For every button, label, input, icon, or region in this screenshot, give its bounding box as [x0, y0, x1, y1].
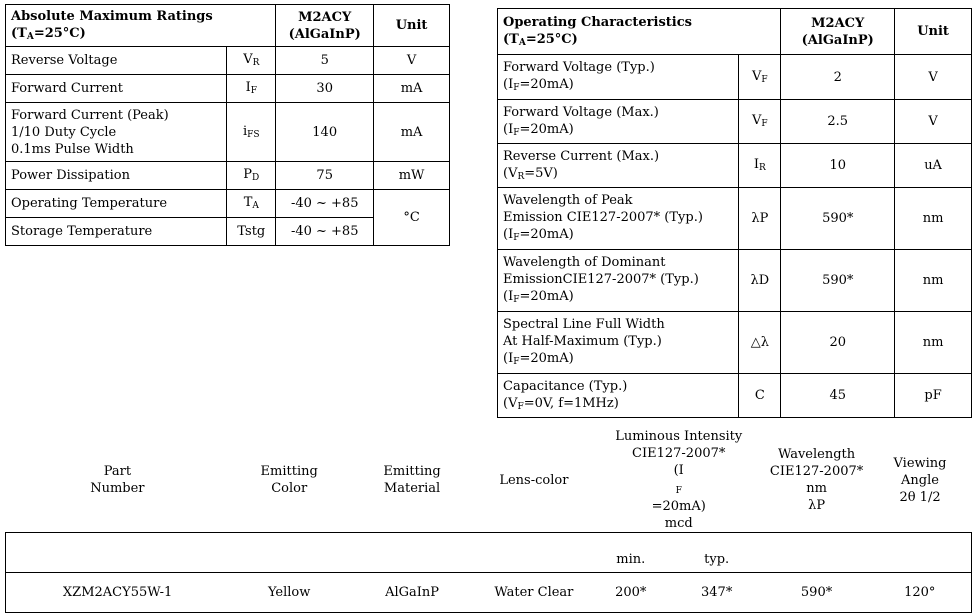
lens-color-header: Lens-color — [499, 472, 569, 488]
oc-param-condition: $(I_F=20mA)$ — [503, 351, 574, 367]
oc-param-condition: $(V_R=5V)$ — [503, 165, 558, 182]
oc-symbol-cell — [739, 250, 781, 312]
oc-param-cell — [498, 188, 739, 250]
oc-symbol: C — [754, 388, 765, 403]
amr-material: (AlGaInP) — [288, 26, 361, 42]
amr-param-line: 1/10 Duty Cycle — [11, 124, 117, 140]
oc-symbol: △λ — [750, 335, 769, 350]
oc-symbol: I — [753, 157, 760, 172]
amr-row — [6, 162, 450, 190]
absolute-max-ratings-table — [5, 4, 450, 246]
oc-symbol-cell — [739, 374, 781, 418]
oc-param-line: Forward Voltage (Max.) — [503, 104, 659, 120]
oc-unit-header: Unit — [895, 9, 972, 55]
oc-param-line: Wavelength of Peak — [503, 193, 633, 208]
oc-param-condition: $(I_F=20mA)$ — [503, 121, 574, 138]
oc-symbol: λP — [751, 211, 769, 226]
oc-model-header — [781, 9, 895, 55]
amr-symbol: V — [243, 52, 253, 67]
oc-unit-cell: nm — [895, 250, 972, 312]
part-header-row — [6, 428, 972, 533]
amr-symbol-cell — [227, 103, 276, 162]
amr-body — [6, 47, 450, 246]
emitting-material-cell: AlGaInP — [349, 573, 475, 613]
amr-symbol-cell — [227, 47, 276, 75]
emitting-material-header: Emitting Material — [383, 464, 441, 496]
amr-param-line: 0.1ms Pulse Width — [11, 141, 134, 157]
amr-value-cell: -40 ~ +85 — [276, 190, 374, 218]
amr-row — [6, 75, 450, 103]
luminous-intensity-header: Luminous Intensity CIE127-2007* (I $_F$ =20mA) mcd — [615, 429, 743, 531]
oc-param-condition: $(I_F=20mA)$ — [503, 289, 574, 305]
amr-param-line: Power Dissipation — [11, 168, 130, 183]
amr-param-cell — [6, 162, 227, 190]
amr-model: M2ACY — [298, 9, 352, 25]
oc-param-line: Forward Voltage (Typ.) — [503, 60, 655, 75]
oc-row — [498, 55, 972, 100]
oc-param-line: Wavelength of Dominant — [503, 255, 666, 270]
amr-symbol-cell — [227, 218, 276, 246]
viewing-angle-header: Viewing Angle 2θ 1/2 — [893, 455, 947, 505]
luminous-min-cell: 200* — [593, 573, 669, 613]
oc-symbol: V — [752, 68, 762, 84]
oc-symbol: λD — [750, 273, 770, 288]
min-subheader: min. — [593, 533, 669, 573]
oc-unit-cell: nm — [895, 188, 972, 250]
amr-param-cell — [6, 103, 227, 162]
amr-symbol-sub: R — [252, 58, 260, 68]
oc-row — [498, 144, 972, 188]
amr-value-cell: 140 — [276, 103, 374, 162]
oc-symbol-cell — [739, 100, 781, 144]
part-table — [5, 428, 972, 613]
amr-unit-cell: mW — [374, 162, 450, 190]
oc-param-cell — [498, 250, 739, 312]
amr-value-cell: 75 — [276, 162, 374, 190]
oc-material: (AlGaInP) — [801, 32, 874, 48]
emitting-color-header: Emitting Color — [260, 464, 318, 496]
amr-param-cell — [6, 190, 227, 218]
amr-unit-cell: mA — [374, 103, 450, 162]
oc-model: M2ACY — [811, 15, 865, 31]
amr-symbol: i — [242, 123, 248, 139]
amr-value-cell: 30 — [276, 75, 374, 103]
amr-condition: $(T_A=25^\circ C)$ — [11, 25, 86, 42]
amr-param-line: Forward Current (Peak) — [11, 107, 169, 123]
oc-param-condition: $(I_F=20mA)$ — [503, 77, 574, 93]
oc-param-line: Reverse Current (Max.) — [503, 148, 660, 164]
oc-param-cell — [498, 312, 739, 374]
oc-title: Operating Characteristics — [503, 14, 692, 30]
part-data-row — [6, 573, 972, 613]
amr-value-cell: 5 — [276, 47, 374, 75]
amr-param-line: Operating Temperature — [11, 196, 168, 211]
oc-symbol-cell — [739, 144, 781, 188]
oc-value-cell: 590* — [781, 250, 895, 312]
oc-param-cell — [498, 374, 739, 418]
oc-param-line: Capacitance (Typ.) — [503, 378, 628, 394]
amr-symbol-cell — [227, 75, 276, 103]
oc-row — [498, 312, 972, 374]
oc-symbol-sub: F — [761, 119, 768, 129]
oc-param-line: Spectral Line Full Width — [503, 317, 665, 332]
oc-param-line: EmissionCIE127-2007* (Typ.) — [503, 272, 699, 287]
amr-unit-cell: V — [374, 47, 450, 75]
amr-symbol-sub: D — [252, 173, 260, 183]
oc-value-cell: 10 — [781, 144, 895, 188]
amr-row — [6, 103, 450, 162]
amr-model-header — [276, 5, 374, 47]
part-subheader-row — [6, 533, 972, 573]
amr-unit-cell: mA — [374, 75, 450, 103]
oc-value-cell: 590* — [781, 188, 895, 250]
amr-unit-cell: °C — [374, 190, 450, 246]
wavelength-cell: 590* — [765, 573, 869, 613]
oc-value-cell: 2.5 — [781, 100, 895, 144]
oc-condition: $(T_A=25^\circ C)$ — [503, 31, 578, 48]
amr-header-row — [6, 5, 450, 47]
oc-param-condition: ($V_F=0V$, f=1MHz) — [503, 395, 619, 412]
oc-unit-cell: pF — [895, 374, 972, 418]
lens-color-cell: Water Clear — [475, 573, 593, 613]
oc-param-line: Emission CIE127-2007* (Typ.) — [503, 210, 703, 225]
amr-param-cell — [6, 75, 227, 103]
viewing-angle-cell: 120° — [869, 573, 972, 613]
oc-symbol-cell — [739, 55, 781, 100]
oc-param-cell — [498, 55, 739, 100]
oc-unit-cell: nm — [895, 312, 972, 374]
amr-unit-header: Unit — [374, 5, 450, 47]
oc-unit-cell: uA — [895, 144, 972, 188]
amr-symbol-sub: A — [252, 201, 259, 211]
amr-symbol: Tstg — [237, 224, 266, 239]
amr-symbol: I — [245, 80, 251, 95]
emitting-color-cell: Yellow — [229, 573, 349, 613]
wavelength-header: Wavelength CIE127-2007* nm λP — [769, 447, 864, 513]
amr-title: Absolute Maximum Ratings — [11, 8, 213, 24]
amr-param-line: Reverse Voltage — [11, 53, 118, 68]
oc-unit-cell: V — [895, 100, 972, 144]
amr-param-line: Storage Temperature — [11, 224, 153, 239]
amr-param-cell — [6, 47, 227, 75]
oc-row — [498, 100, 972, 144]
luminous-typ-cell: 347* — [669, 573, 765, 613]
typ-subheader: typ. — [669, 533, 765, 573]
oc-value-cell: 20 — [781, 312, 895, 374]
operating-characteristics-table — [497, 8, 972, 418]
amr-row — [6, 190, 450, 218]
oc-body — [498, 55, 972, 418]
oc-header-row — [498, 9, 972, 55]
amr-param-line: Forward Current — [11, 81, 123, 96]
amr-symbol: T — [243, 195, 253, 210]
oc-param-cell — [498, 100, 739, 144]
oc-symbol-cell — [739, 312, 781, 374]
amr-symbol-cell — [227, 162, 276, 190]
oc-symbol-sub: R — [759, 163, 766, 173]
amr-row — [6, 47, 450, 75]
amr-symbol-sub: F — [250, 86, 257, 96]
amr-symbol: P — [243, 167, 253, 182]
amr-symbol-sub: FS — [247, 129, 260, 140]
amr-param-cell — [6, 218, 227, 246]
part-number-header: Part Number — [90, 464, 145, 496]
amr-symbol-cell — [227, 190, 276, 218]
amr-title-cell — [6, 5, 276, 47]
oc-title-cell — [498, 9, 781, 55]
oc-param-cell — [498, 144, 739, 188]
part-number-cell: XZM2ACY55W-1 — [6, 573, 230, 613]
oc-symbol-cell — [739, 188, 781, 250]
oc-symbol-sub: F — [761, 74, 768, 85]
oc-param-condition: $(I_F=20mA)$ — [503, 227, 574, 243]
oc-value-cell: 2 — [781, 55, 895, 100]
oc-row — [498, 250, 972, 312]
amr-value-cell: -40 ~ +85 — [276, 218, 374, 246]
oc-unit-cell: V — [895, 55, 972, 100]
oc-row — [498, 374, 972, 418]
oc-value-cell: 45 — [781, 374, 895, 418]
oc-symbol: V — [752, 113, 762, 128]
oc-param-line: At Half-Maximum (Typ.) — [503, 334, 662, 349]
oc-row — [498, 188, 972, 250]
